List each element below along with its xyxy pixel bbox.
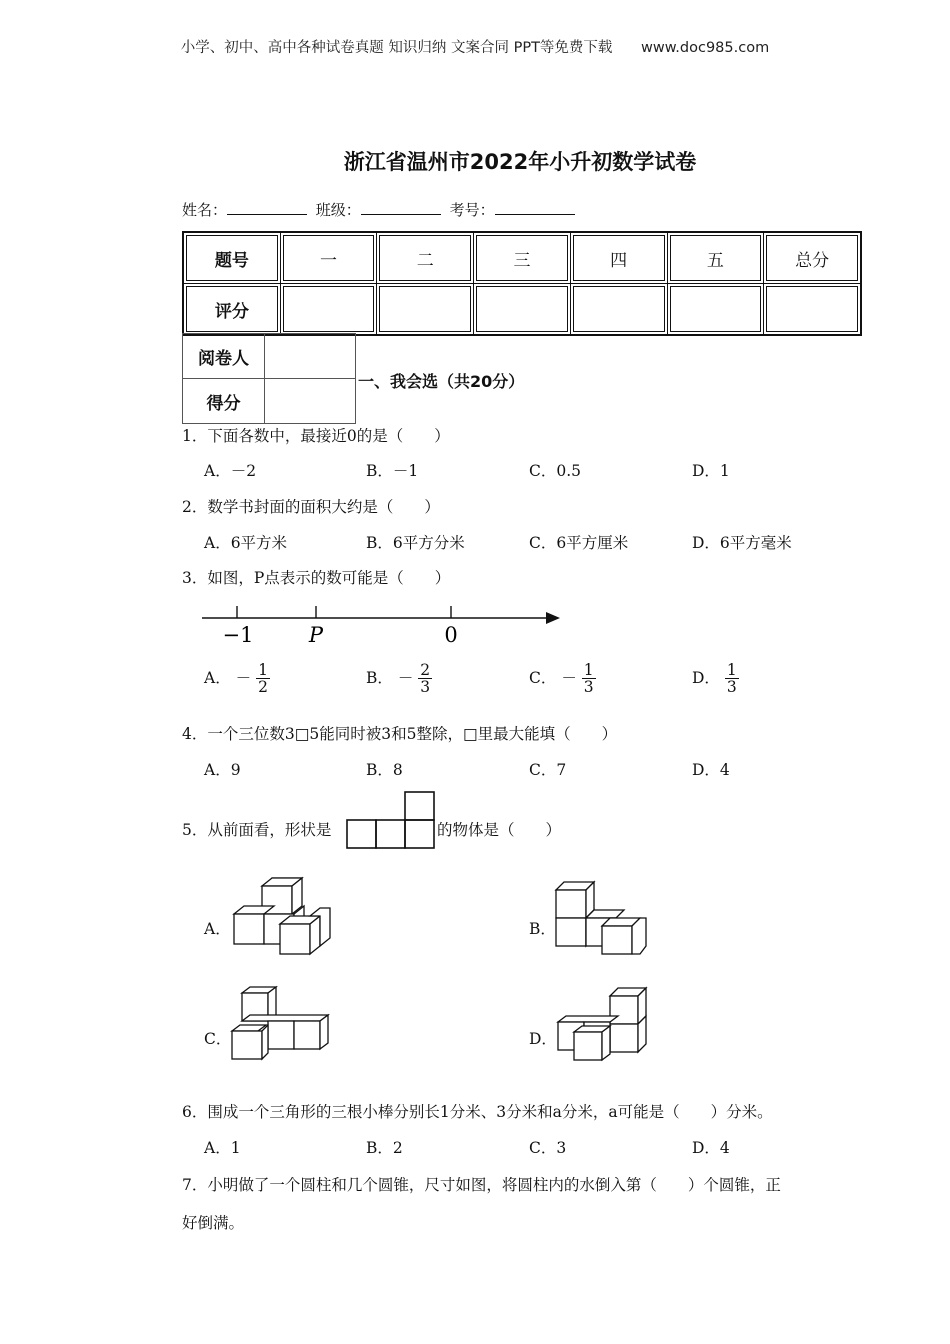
page-header: [0, 36, 950, 57]
q1-option-b[interactable]: B．－1: [366, 462, 419, 480]
q3-option-b[interactable]: [366, 662, 432, 696]
exam-number-label: 考号：: [449, 201, 495, 219]
q4-option-a[interactable]: A．9: [204, 761, 241, 779]
q3-option-d[interactable]: [692, 662, 739, 696]
score-cell-1: 一: [280, 232, 377, 284]
grader-label: 阅卷人: [183, 334, 265, 379]
label-minus-one: −1: [222, 623, 254, 647]
q2-option-a[interactable]: A．6平方米: [204, 534, 288, 552]
q1-option-d[interactable]: D．1: [692, 462, 730, 480]
q6-option-a[interactable]: A．1: [204, 1139, 241, 1157]
q5-option-a[interactable]: A．: [204, 920, 231, 938]
question-7-line-2: 好倒满。: [182, 1214, 245, 1232]
student-info: [182, 199, 579, 220]
score-cell-label: 题号: [183, 232, 280, 284]
label-zero: 0: [444, 623, 458, 647]
number-line-arrow-icon: [546, 612, 560, 624]
q3-option-a[interactable]: [204, 662, 270, 696]
numerator: 1: [726, 661, 737, 679]
q5-option-d-cubes-icon[interactable]: [552, 986, 652, 1064]
grader-blank[interactable]: [265, 334, 356, 379]
q5-option-b[interactable]: B．: [529, 920, 556, 938]
fraction: [725, 662, 739, 696]
q2-option-d[interactable]: D．6平方毫米: [692, 534, 792, 552]
question-3: 3．如图，P点表示的数可能是（ ）: [182, 569, 451, 587]
score-blank-total[interactable]: [764, 284, 861, 336]
question-2: 2．数学书封面的面积大约是（ ）: [182, 498, 440, 516]
q5-option-c[interactable]: C．: [204, 1030, 232, 1048]
grader-table: [182, 333, 356, 424]
header-text: 小学、初中、高中各种试卷真题 知识归纳 文案合同 PPT等免费下载: [180, 40, 613, 56]
score-table: [182, 231, 862, 336]
score-cell-total: 总分: [764, 232, 861, 284]
q5-option-b-cubes-icon[interactable]: [552, 878, 652, 958]
fraction: [418, 662, 432, 696]
exam-title: 浙江省温州市2022年小升初数学试卷: [343, 150, 697, 174]
score-cell-3: 三: [474, 232, 571, 284]
option-sign: －: [561, 668, 577, 687]
denominator: 2: [258, 678, 268, 697]
question-5-text-after: 的物体是（ ）: [437, 821, 562, 839]
q3-option-c[interactable]: [529, 662, 596, 696]
denominator: 3: [583, 678, 594, 697]
score-blank-1[interactable]: [280, 284, 377, 336]
q4-option-b[interactable]: B．8: [366, 761, 403, 779]
name-label: 姓名：: [182, 201, 228, 219]
question-7-line-1: 7．小明做了一个圆柱和几个圆锥，尺寸如图，将圆柱内的水倒入第（ ）个圆锥，正: [182, 1176, 781, 1194]
score-cell-2: 二: [377, 232, 474, 284]
denominator: 3: [420, 678, 431, 697]
label-p: P: [308, 623, 324, 647]
score-cell-4: 四: [570, 232, 667, 284]
section-score-blank[interactable]: [265, 379, 356, 424]
q4-option-d[interactable]: D．4: [692, 761, 730, 779]
fraction: [582, 662, 596, 696]
denominator: 3: [726, 678, 737, 697]
option-sign: －: [235, 668, 252, 687]
numerator: 1: [583, 661, 594, 679]
question-1: 1．下面各数中，最接近0的是（ ）: [182, 427, 450, 445]
score-row-label: 评分: [183, 284, 280, 336]
class-label: 班级：: [315, 201, 361, 219]
score-blank-5[interactable]: [667, 284, 764, 336]
section-1-heading: 一、我会选（共20分）: [358, 372, 525, 391]
exam-number-blank[interactable]: [495, 200, 575, 215]
name-blank[interactable]: [227, 200, 307, 215]
question-5-text-before: 5．从前面看，形状是: [182, 821, 332, 839]
q6-option-d[interactable]: D．4: [692, 1139, 730, 1157]
score-cell-5: 五: [667, 232, 764, 284]
q1-option-c[interactable]: C．0.5: [529, 462, 582, 480]
option-letter: D．: [692, 668, 720, 687]
header-url[interactable]: www.doc985.com: [641, 40, 770, 56]
numerator: 1: [258, 661, 268, 679]
q5-option-d[interactable]: D．: [529, 1030, 557, 1048]
q5-option-c-cubes-icon[interactable]: [228, 983, 336, 1063]
score-blank-4[interactable]: [570, 284, 667, 336]
score-table-header-row: [183, 232, 861, 284]
numerator: 2: [420, 661, 431, 679]
front-view-shape-icon: [346, 790, 438, 850]
option-letter: B．: [366, 668, 393, 687]
score-blank-3[interactable]: [474, 284, 571, 336]
q6-option-b[interactable]: B．2: [366, 1139, 403, 1157]
q2-option-c[interactable]: C．6平方厘米: [529, 534, 629, 552]
q1-option-a[interactable]: A．－2: [204, 462, 257, 480]
q4-option-c[interactable]: C．7: [529, 761, 567, 779]
class-blank[interactable]: [361, 200, 441, 215]
fraction: [256, 662, 270, 696]
option-sign: －: [397, 668, 414, 687]
q2-option-b[interactable]: B．6平方分米: [366, 534, 465, 552]
option-letter: C．: [529, 668, 557, 687]
question-4: 4．一个三位数3□5能同时被3和5整除，□里最大能填（ ）: [182, 725, 618, 743]
number-line-figure: [198, 598, 568, 650]
q6-option-c[interactable]: C．3: [529, 1139, 567, 1157]
option-letter: A．: [204, 668, 231, 687]
question-6: 6．围成一个三角形的三根小棒分别长1分米、3分米和a分米，a可能是（ ）分米。: [182, 1103, 773, 1121]
q5-option-a-cubes-icon[interactable]: [230, 872, 336, 958]
section-score-label: 得分: [183, 379, 265, 424]
score-table-score-row: [183, 284, 861, 336]
score-blank-2[interactable]: [377, 284, 474, 336]
